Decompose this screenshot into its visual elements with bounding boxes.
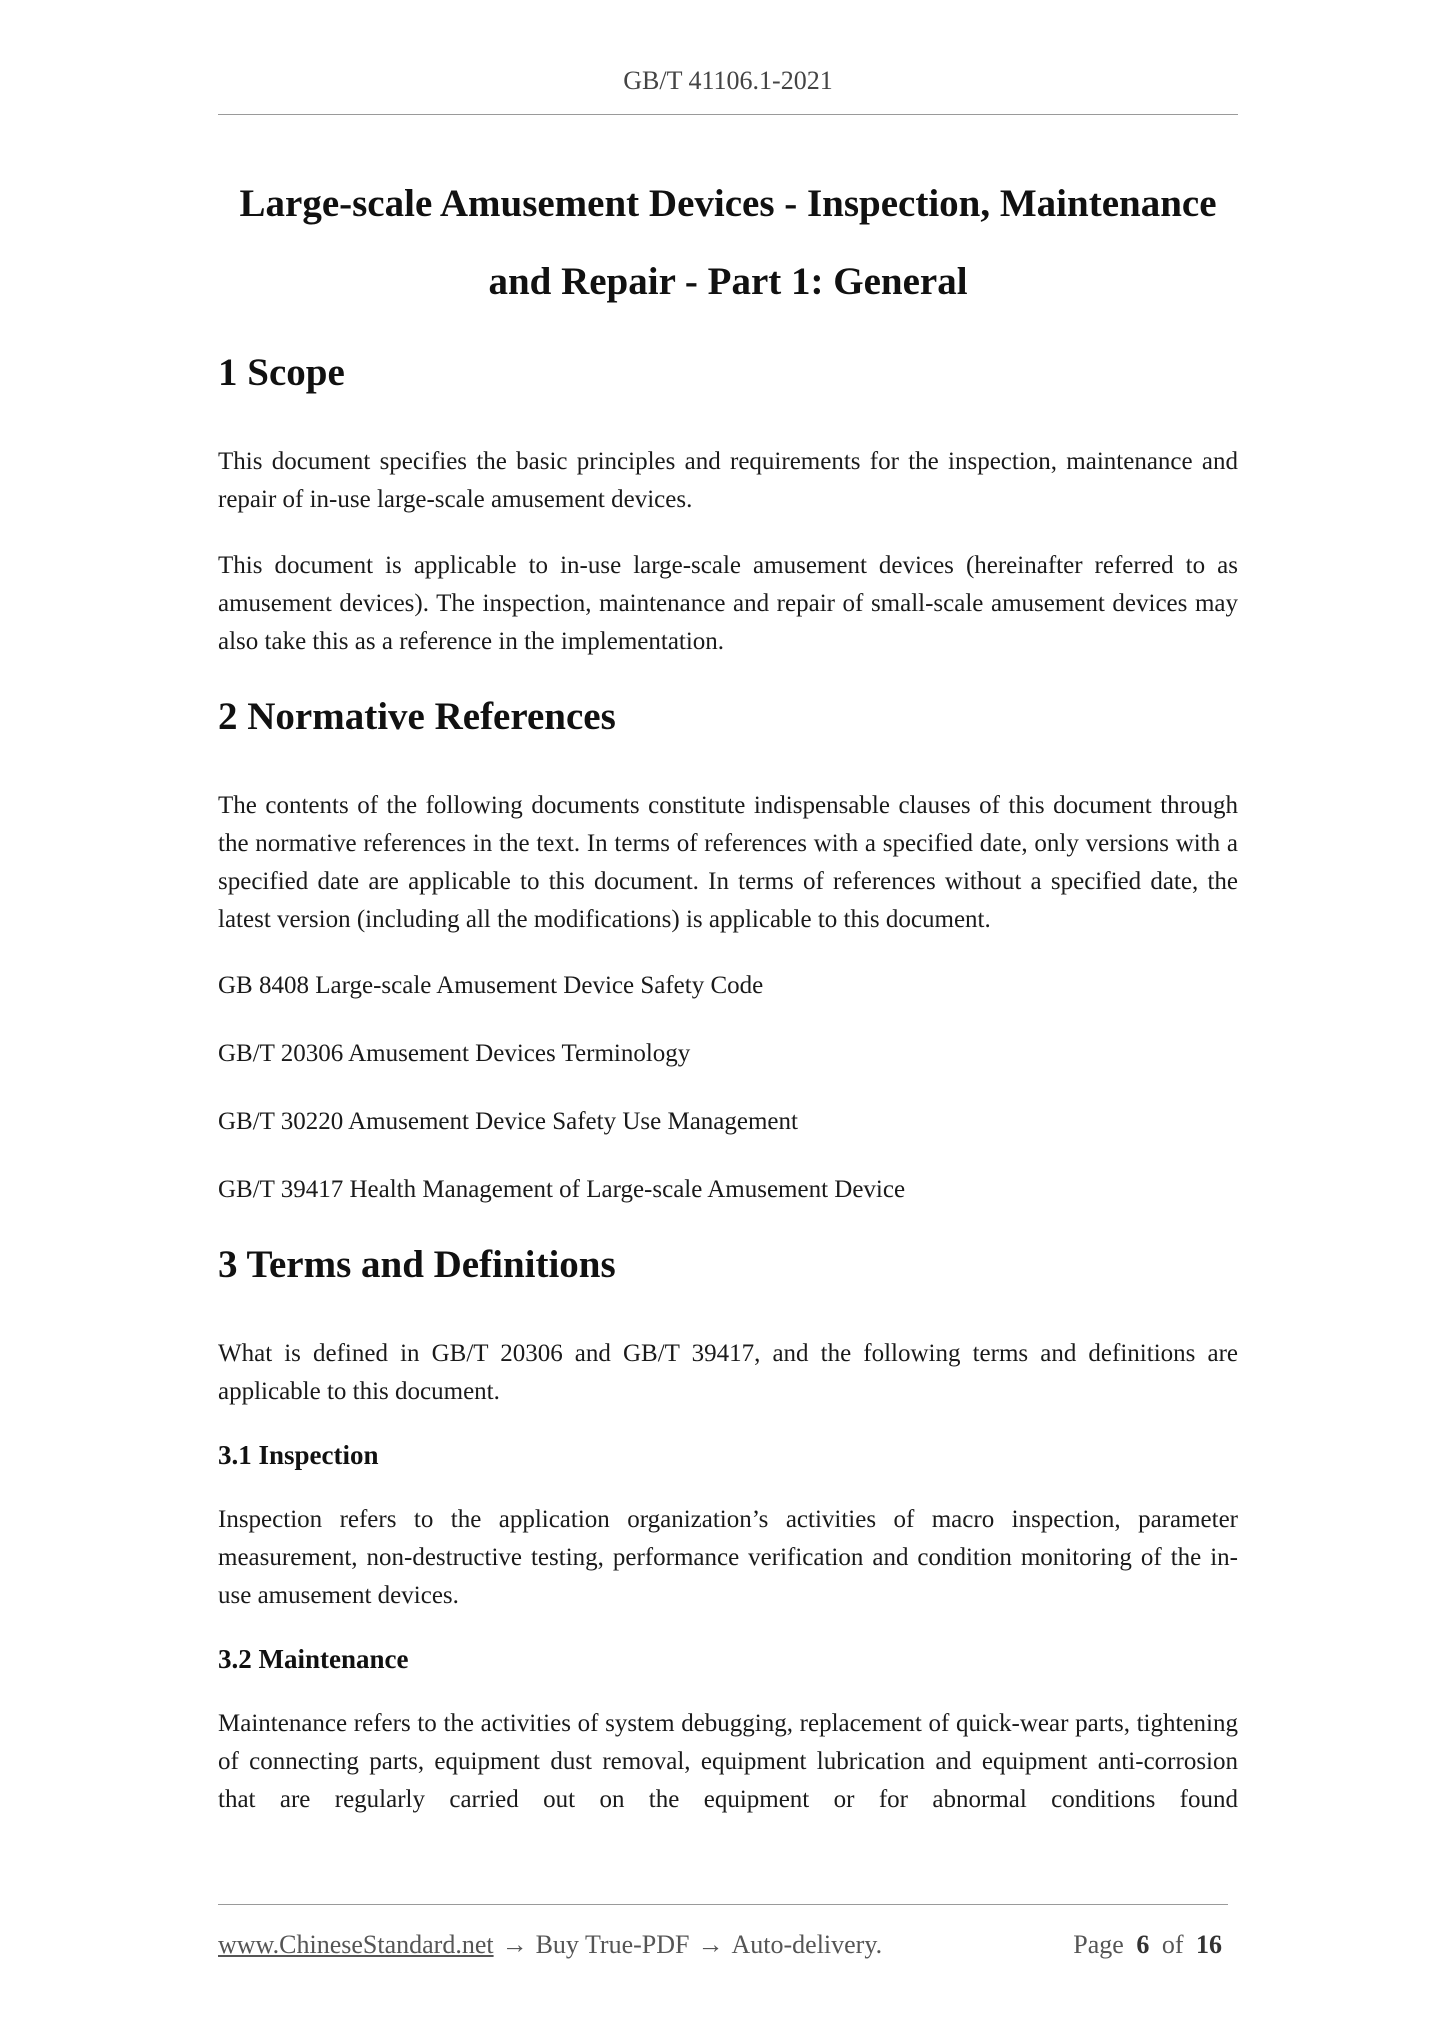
scope-paragraph-2: This document is applicable to in-use large-scale amusement devices (hereinafter referred to as amusement devices). The inspection, maintenance and repair of small-scale amusement devices may also take this as a reference in the implementation.	[218, 552, 1238, 655]
term-definition-maintenance: Maintenance refers to the activities of system debugging, replacement of quick-wear parts, tightening of connecting parts, equipment dust removal, equipment lubrication and equipment anti-corrosion that are regularly carried out on the equipment or for abnormal conditions found	[218, 1710, 1238, 1813]
section-heading-terms-and-definitions: 3 Terms and Definitions	[218, 1243, 616, 1286]
terms-intro-paragraph: What is defined in GB/T 20306 and GB/T 39417, and the following terms and definitions are applicable to this document.	[218, 1340, 1238, 1405]
section-heading-scope: 1 Scope	[218, 351, 345, 394]
section-heading-normative-references: 2 Normative References	[218, 695, 616, 738]
reference-item: GB 8408 Large-scale Amusement Device Safety Code	[218, 972, 764, 999]
reference-item: GB/T 39417 Health Management of Large-scale Amusement Device	[218, 1176, 906, 1203]
scope-paragraph-1: This document specifies the basic principles and requirements for the inspection, maintenance and repair of in-use large-scale amusement devices.	[218, 448, 1238, 513]
website-link[interactable]: www.ChineseStandard.net	[218, 1930, 494, 1959]
arrow-right-icon: →	[697, 1930, 724, 1959]
term-heading-inspection: 3.1 Inspection	[218, 1440, 379, 1470]
running-header: GB/T 41106.1-2021	[623, 66, 833, 95]
normative-reference-list	[218, 967, 1238, 1209]
auto-delivery-text: Auto-delivery.	[731, 1930, 883, 1959]
footer-rule	[218, 1904, 1228, 1905]
page-footer	[218, 1930, 1228, 1970]
current-page-number: 6	[1136, 1930, 1150, 1959]
reference-item: GB/T 30220 Amusement Device Safety Use Management	[218, 1108, 798, 1135]
arrow-right-icon: →	[501, 1930, 528, 1959]
reference-item: GB/T 20306 Amusement Devices Terminology	[218, 1040, 691, 1067]
title-line-2: and Repair - Part 1: General	[488, 260, 968, 303]
title-line-1: Large-scale Amusement Devices - Inspection, Maintenance	[239, 182, 1217, 225]
document-title	[218, 165, 1238, 321]
total-page-count: 16	[1196, 1930, 1222, 1959]
normative-intro-paragraph: The contents of the following documents constitute indispensable clauses of this document through the normative references in the text. In terms of references with a specified date, only versions with a specified date are applicable to this document. In terms of references without a specified date, the latest version (including all the modifications) is applicable to this document.	[218, 792, 1238, 933]
page-of-label: of	[1161, 1930, 1184, 1959]
page-label: Page	[1073, 1930, 1124, 1959]
page-number	[1073, 1930, 1228, 1960]
footer-promo	[218, 1930, 882, 1960]
document-body	[218, 165, 1238, 1819]
term-definition-inspection: Inspection refers to the application organization’s activities of macro inspection, parameter measurement, non-destructive testing, performance verification and condition monitoring of the in-use amusement devices.	[218, 1506, 1238, 1609]
buy-true-pdf-text: Buy True-PDF	[535, 1930, 690, 1959]
term-heading-maintenance: 3.2 Maintenance	[218, 1644, 409, 1674]
header-rule	[218, 114, 1238, 115]
